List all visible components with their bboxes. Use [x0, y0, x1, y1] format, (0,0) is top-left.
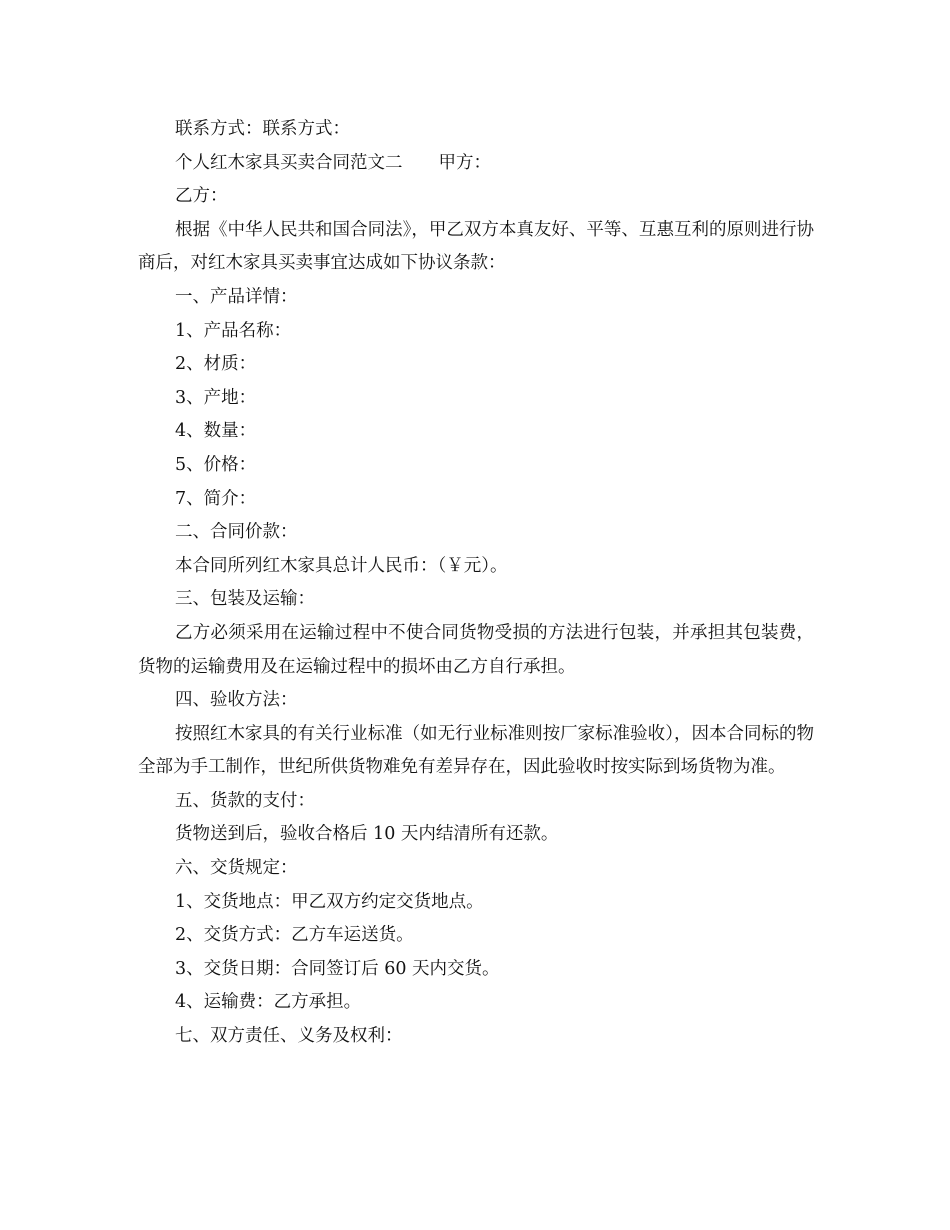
section-heading-product: 一、产品详情：: [175, 286, 298, 307]
party-b-label: 乙方：: [175, 186, 228, 207]
section-heading-inspection: 四、验收方法：: [175, 690, 298, 711]
delivery-date-item: 3、交货日期：合同签订后 60 天内交货。: [175, 958, 500, 979]
quantity-item: 4、数量：: [175, 421, 257, 442]
delivery-method-item: 2、交货方式：乙方车运送货。: [175, 925, 414, 946]
preamble-paragraph: 根据《中华人民共和国合同法》，甲乙双方本真友好、平等、互惠互利的原则进行协商后，对红木家具买卖事宜达成如下协议条款：: [138, 219, 814, 274]
product-name-item: 1、产品名称：: [175, 320, 292, 341]
description-item: 7、简介：: [175, 488, 257, 509]
material-item: 2、材质：: [175, 354, 257, 375]
section-heading-packaging: 三、包装及运输：: [175, 589, 315, 610]
section-heading-price: 二、合同价款：: [175, 522, 298, 543]
origin-item: 3、产地：: [175, 387, 257, 408]
section-heading-responsibilities: 七、双方责任、义务及权利：: [175, 1026, 403, 1047]
price-item: 5、价格：: [175, 454, 257, 475]
section-heading-delivery: 六、交货规定：: [175, 858, 298, 879]
contract-title-line: [138, 147, 814, 181]
delivery-location-item: 1、交货地点：甲乙双方约定交货地点。: [175, 891, 484, 912]
shipping-cost-item: 4、运输费：乙方承担。: [175, 992, 362, 1013]
inspection-paragraph: 按照红木家具的有关行业标准（如无行业标准则按厂家标准验收），因本合同标的物全部为手工制作，世纪所供货物难免有差异存在，因此验收时按实际到场货物为准。: [138, 723, 814, 778]
total-price-paragraph: 本合同所列红木家具总计人民币：（￥元）。: [175, 555, 508, 576]
payment-paragraph: 货物送到后，验收合格后 10 天内结清所有还款。: [175, 824, 559, 845]
packaging-paragraph: 乙方必须采用在运输过程中不使合同货物受损的方法进行包装，并承担其包装费，货物的运输费用及在运输过程中的损坏由乙方自行承担。: [138, 622, 814, 677]
document-body: [138, 113, 814, 1054]
contact-line: 联系方式：联系方式：: [175, 119, 350, 139]
section-heading-payment: 五、货款的支付：: [175, 790, 315, 811]
party-a-label: 甲方：: [438, 152, 491, 173]
contract-title: 个人红木家具买卖合同范文二: [175, 152, 403, 173]
